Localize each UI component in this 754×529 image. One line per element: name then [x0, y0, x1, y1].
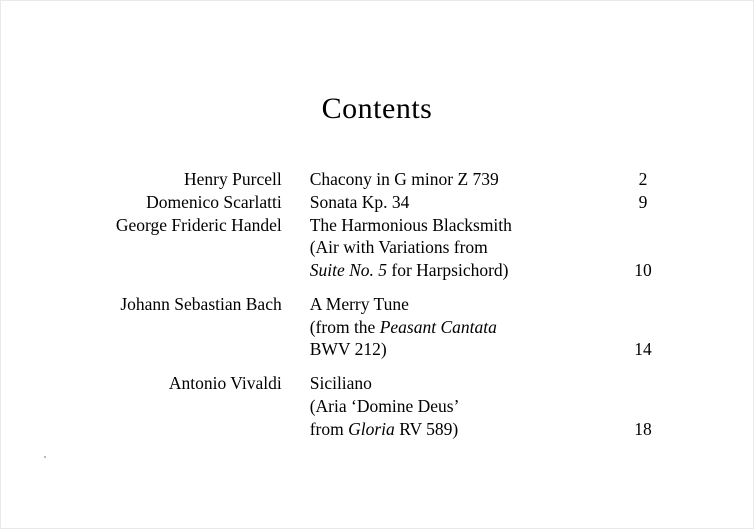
- work-title: [282, 191, 622, 214]
- page-number-filler: [622, 236, 664, 259]
- composer-name: George Frideric Handel: [115, 214, 282, 235]
- page-number-filler: [622, 316, 664, 339]
- composer-name: Henry Purcell: [184, 169, 282, 189]
- work-title-segment: for Harpsichord): [387, 260, 509, 280]
- work-title-segment: (from the: [309, 316, 380, 337]
- page-number-filler: [622, 214, 664, 237]
- work-title-line: [310, 372, 622, 395]
- page-number-cell: [622, 293, 754, 361]
- work-title-segment: The Harmonious Blacksmith: [309, 214, 512, 235]
- table-row[interactable]: [0, 168, 754, 191]
- work-title: [282, 293, 622, 361]
- table-row[interactable]: [0, 372, 754, 440]
- page-number-cell: [622, 372, 754, 440]
- page-number: 18: [634, 418, 652, 439]
- work-title-line: [310, 168, 622, 191]
- work-title-italic-segment: Gloria: [348, 418, 395, 439]
- composer-name: Antonio Vivaldi: [168, 373, 282, 393]
- row-spacer-cell: [0, 282, 754, 293]
- page-number: 2: [638, 169, 648, 189]
- page-number-cell: [622, 214, 754, 282]
- page-number: 10: [634, 260, 652, 280]
- page-number-cell: [622, 168, 754, 191]
- work-title-segment: (Air with Variations from: [309, 237, 488, 258]
- work-title-italic-segment: Peasant Cantata: [379, 316, 497, 337]
- work-title-segment: (Aria ‘Domine Deus’: [309, 395, 460, 416]
- row-spacer: [0, 361, 754, 372]
- page-number-cell: [622, 191, 754, 214]
- work-title-line: [310, 395, 622, 418]
- composer-name: Johann Sebastian Bach: [120, 293, 282, 314]
- work-title-segment: A Merry Tune: [309, 293, 409, 314]
- page-title: Contents: [321, 92, 433, 125]
- work-title-segment: Chacony in G minor Z 739: [309, 169, 499, 189]
- scan-speck: [44, 456, 46, 458]
- work-title-italic-segment: Suite No. 5: [309, 260, 388, 280]
- work-title-line: [310, 316, 622, 339]
- work-title-segment: RV 589): [394, 418, 459, 439]
- work-title-line: [310, 418, 622, 441]
- contents-table: [0, 168, 754, 440]
- composer-name: Domenico Scarlatti: [146, 191, 282, 212]
- work-title-line: [310, 214, 622, 237]
- work-title: [282, 372, 622, 440]
- table-row[interactable]: [0, 214, 754, 282]
- work-title-line: [310, 293, 622, 316]
- work-title-segment: from: [309, 418, 349, 439]
- table-row[interactable]: [0, 293, 754, 361]
- work-title-line: [310, 259, 622, 282]
- row-spacer: [0, 282, 754, 293]
- work-title-line: [310, 191, 622, 214]
- row-spacer-cell: [0, 361, 754, 372]
- work-title-line: [310, 338, 622, 361]
- page-number: 14: [634, 339, 652, 360]
- work-title-segment: Siciliano: [309, 373, 372, 393]
- page-number-filler: [622, 395, 664, 418]
- page-number-filler: [622, 372, 664, 395]
- page-number: 9: [638, 191, 648, 212]
- work-title-line: [310, 236, 622, 259]
- work-title-segment: BWV 212): [309, 339, 387, 360]
- page-number-filler: [622, 293, 664, 316]
- table-row[interactable]: [0, 191, 754, 214]
- work-title-segment: Sonata Kp. 34: [309, 191, 410, 212]
- work-title: [282, 168, 622, 191]
- contents-entries: [0, 168, 754, 440]
- work-title: [282, 214, 622, 282]
